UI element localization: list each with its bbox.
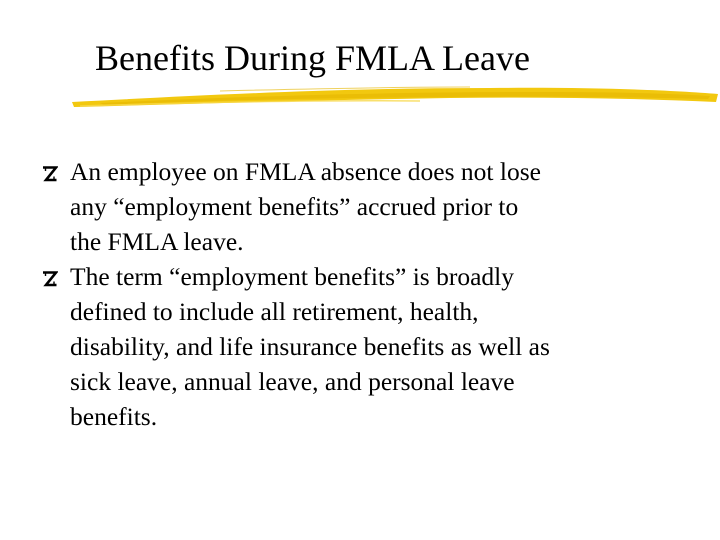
bullet-line: sick leave, annual leave, and personal leave bbox=[70, 367, 515, 396]
bullet-list bbox=[30, 154, 710, 434]
bullet-item bbox=[30, 154, 710, 259]
bullet-line: An employee on FMLA absence does not lose bbox=[70, 157, 541, 186]
bullet-line: disability, and life insurance benefits as well as bbox=[70, 332, 550, 361]
z-bullet-icon bbox=[42, 259, 70, 294]
bullet-line: any “employment benefits” accrued prior to bbox=[70, 192, 519, 221]
bullet-item bbox=[30, 259, 710, 434]
bullet-line: the FMLA leave. bbox=[70, 227, 244, 256]
title-brush-underline bbox=[70, 82, 720, 112]
bullet-line: defined to include all retirement, health, bbox=[70, 297, 479, 326]
slide-title: Benefits During FMLA Leave bbox=[95, 38, 530, 78]
bullet-line: The term “employment benefits” is broadly bbox=[70, 262, 514, 291]
bullet-line: benefits. bbox=[70, 402, 158, 431]
z-bullet-icon bbox=[42, 154, 70, 189]
